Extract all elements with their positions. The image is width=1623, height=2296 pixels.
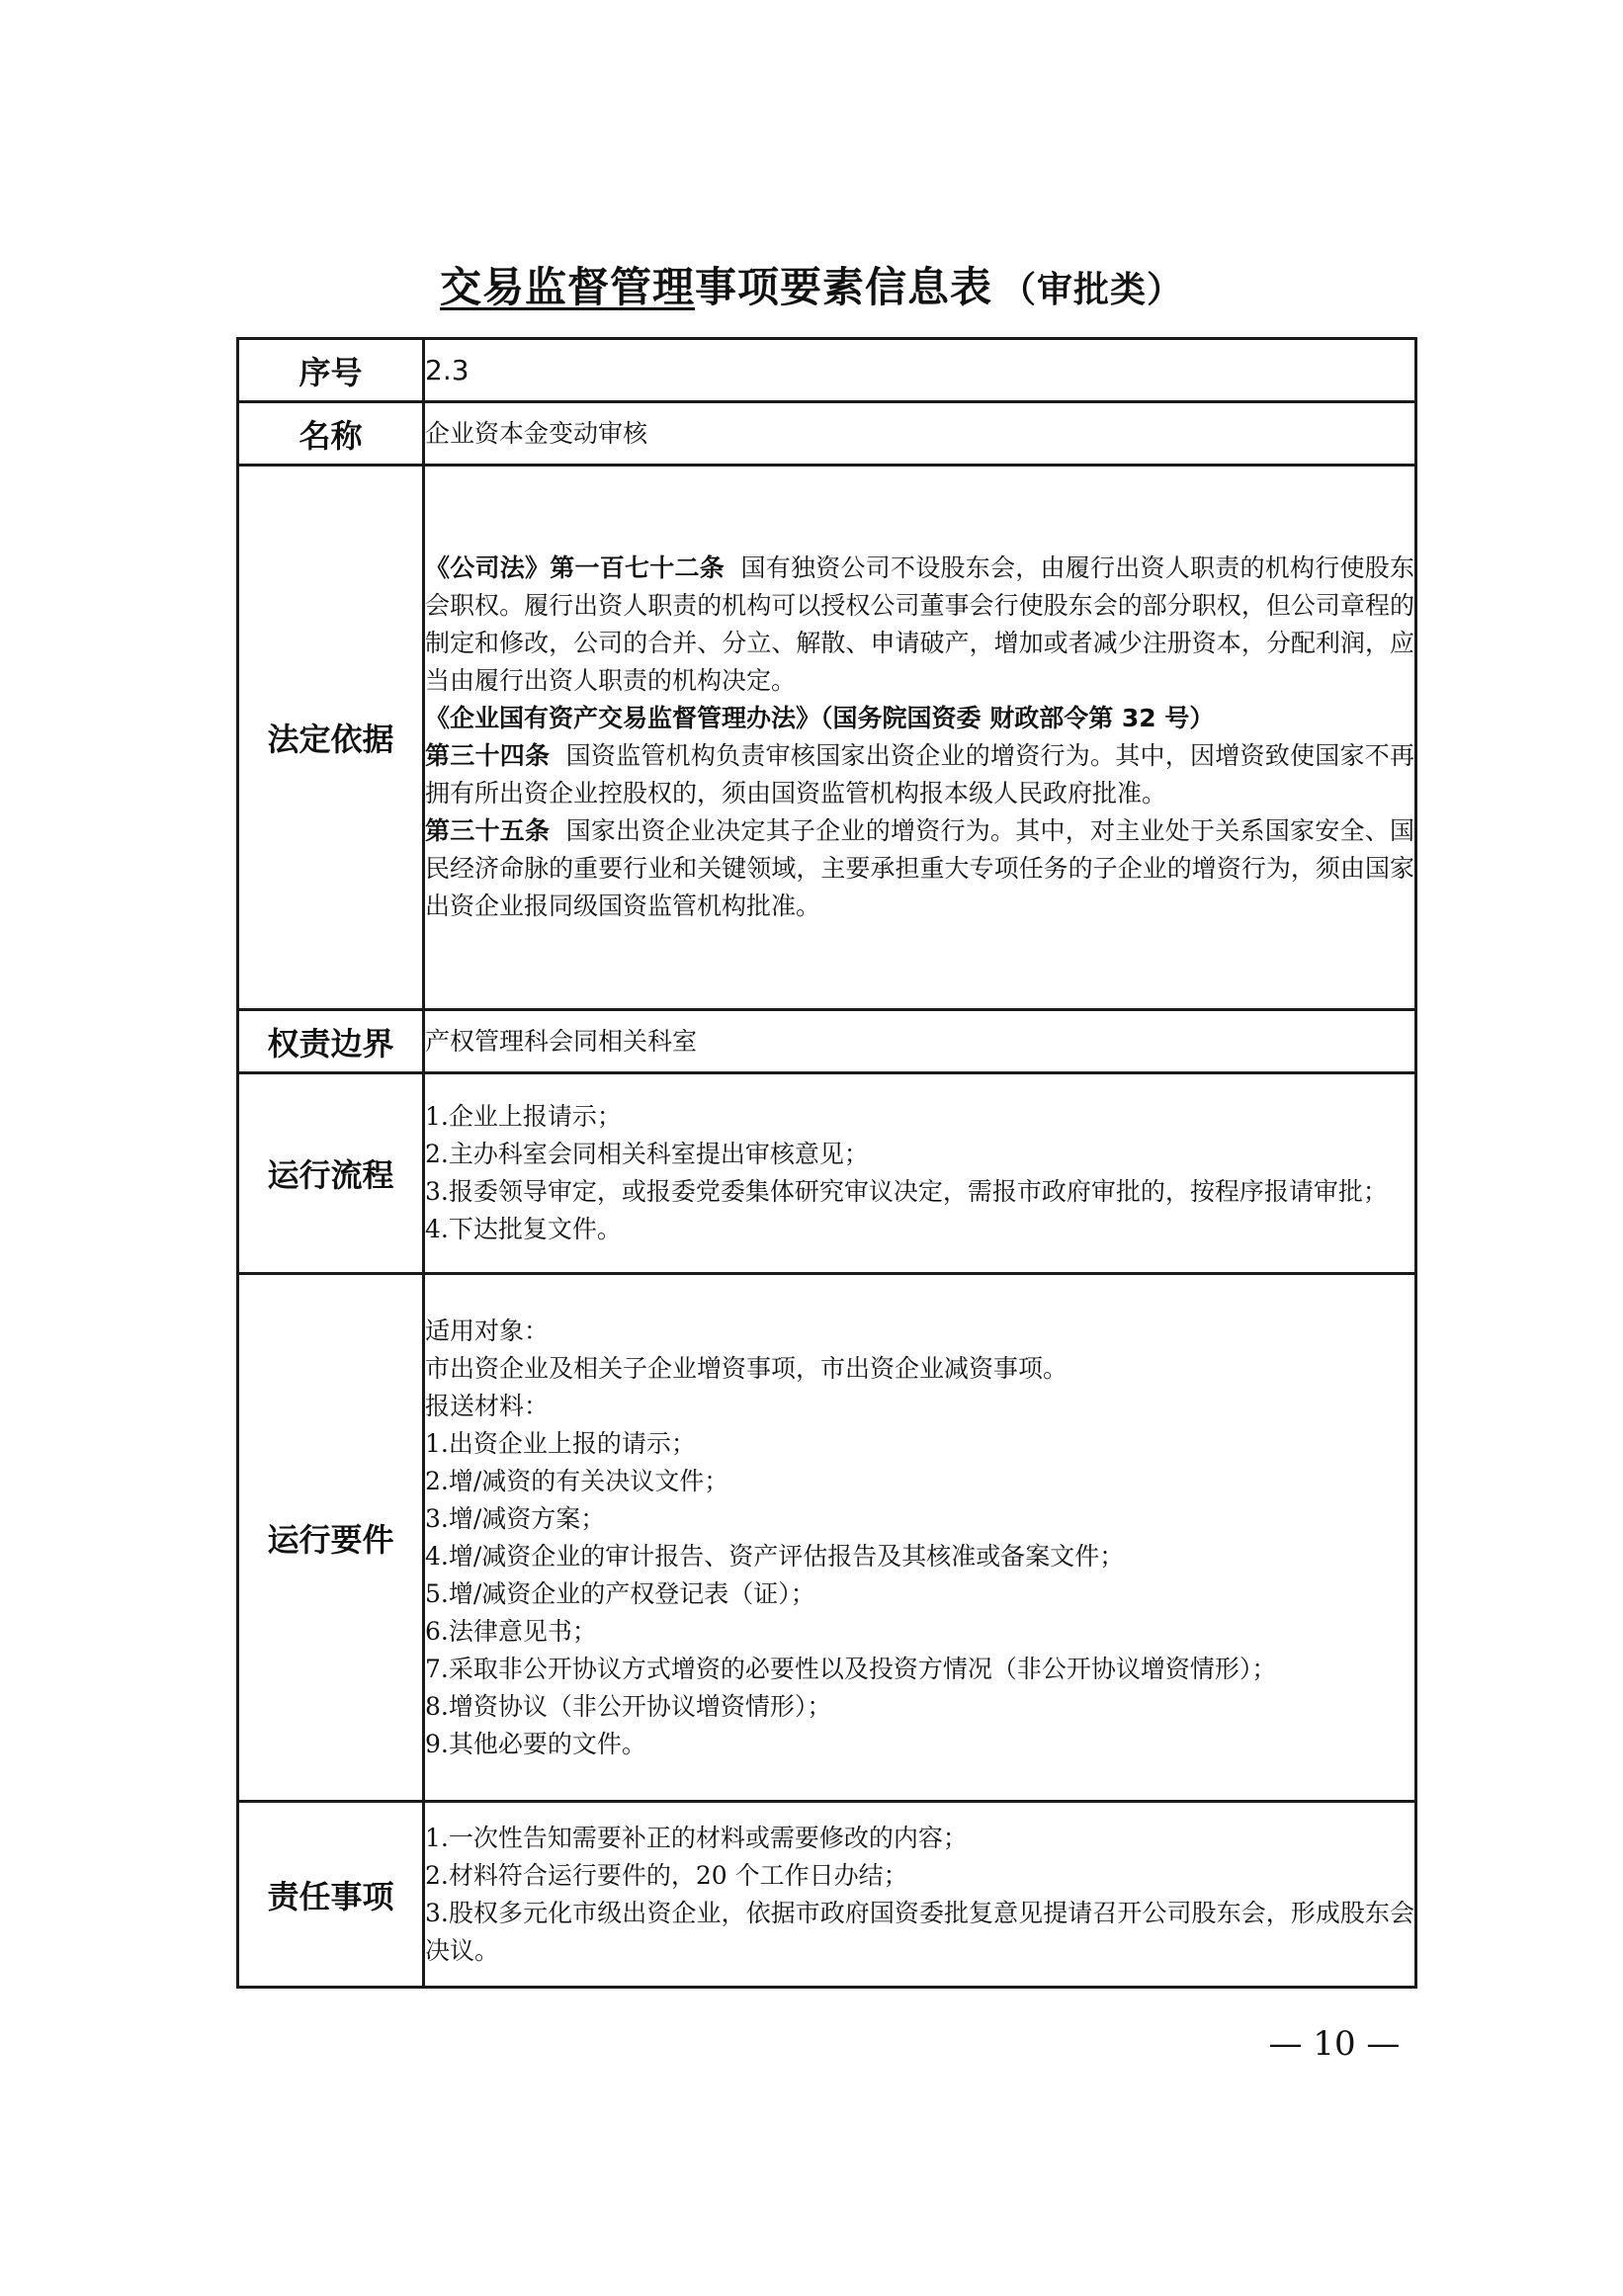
- serial-value: 2.3: [424, 339, 1416, 402]
- name-value: 企业资本金变动审核: [424, 402, 1416, 466]
- responsibility-content: [424, 1802, 1416, 1988]
- process-label: 运行流程: [238, 1073, 424, 1274]
- page-title: [0, 255, 1623, 314]
- scope-text: 市出资企业及相关子企业增资事项，市出资企业减资事项。: [425, 1353, 1068, 1383]
- material-item: 8.增资协议（非公开协议增资情形）；: [425, 1691, 832, 1721]
- row-boundary: [238, 1010, 1416, 1073]
- responsibility-label: 责任事项: [238, 1802, 424, 1988]
- process-content: [424, 1073, 1416, 1274]
- material-item: 1.出资企业上报的请示；: [425, 1428, 696, 1458]
- art35-paragraph: [425, 812, 1414, 925]
- row-requirements: [238, 1274, 1416, 1802]
- name-label: 名称: [238, 402, 424, 466]
- requirements-content: [424, 1274, 1416, 1802]
- row-legal-basis: [238, 466, 1416, 1010]
- responsibility-item: 1.一次性告知需要补正的材料或需要修改的内容；: [425, 1823, 968, 1852]
- boundary-label: 权责边界: [238, 1010, 424, 1073]
- material-item: 5.增/减资企业的产权登记表（证）；: [425, 1578, 815, 1608]
- material-item: 3.增/减资方案；: [425, 1503, 606, 1533]
- art34-text: 国资监管机构负责审核国家出资企业的增资行为。其中，因增资致使国家不再拥有所出资企业控股权的，须由国资监管机构报本级人民政府批准。: [425, 741, 1414, 808]
- art35-title: 第三十五条: [425, 816, 551, 845]
- page-number: — 10 —: [1268, 2024, 1401, 2064]
- legal-basis-label: 法定依据: [238, 466, 424, 1010]
- title-category: （审批类）: [1000, 270, 1184, 310]
- info-table: [236, 337, 1417, 1989]
- law1-text: 国有独资公司不设股东会，由履行出资人职责的机构行使股东会职权。履行出资人职责的机构可以授权公司董事会行使股东会的部分职权，但公司章程的制定和修改，公司的合并、分立、解散、申请破产，增加或者减少注册资本，分配利润，应当由履行出资人职责的机构决定。: [425, 553, 1414, 695]
- art35-text: 国家出资企业决定其子企业的增资行为。其中，对主业处于关系国家安全、国民经济命脉的重要行业和关键领域，主要承担重大专项任务的子企业的增资行为，须由国家出资企业报同级国资监管机构批准。: [425, 816, 1414, 920]
- serial-label: 序号: [238, 339, 424, 402]
- art34-paragraph: [425, 737, 1414, 812]
- row-serial: [238, 339, 1416, 402]
- responsibility-item: 3.股权多元化市级出资企业，依据市政府国资委批复意见提请召开公司股东会，形成股东会决议。: [425, 1898, 1414, 1965]
- process-item: 3.报委领导审定，或报委党委集体研究审议决定，需报市政府审批的，按程序报请审批；: [425, 1177, 1388, 1206]
- row-responsibility: [238, 1802, 1416, 1988]
- materials-label: 报送材料：: [425, 1391, 550, 1420]
- art34-title: 第三十四条: [425, 741, 551, 770]
- responsibility-item: 2.材料符合运行要件的，20 个工作日办结；: [425, 1860, 908, 1890]
- legal-basis-content: [424, 466, 1416, 1010]
- material-item: 9.其他必要的文件。: [425, 1729, 646, 1758]
- row-process: [238, 1073, 1416, 1274]
- requirements-label: 运行要件: [238, 1274, 424, 1802]
- title-underlined: 交易监督管理: [439, 263, 695, 311]
- row-name: [238, 402, 1416, 466]
- process-item: 4.下达批复文件。: [425, 1215, 622, 1243]
- law2-title: 《企业国有资产交易监督管理办法》（国务院国资委 财政部令第 32 号）: [425, 704, 1215, 732]
- material-item: 4.增/减资企业的审计报告、资产评估报告及其核准或备案文件；: [425, 1541, 1125, 1571]
- law1-paragraph: [425, 550, 1414, 700]
- process-item: 1.企业上报请示；: [425, 1102, 622, 1131]
- material-item: 7.采取非公开协议方式增资的必要性以及投资方情况（非公开协议增资情形）；: [425, 1654, 1277, 1683]
- material-item: 6.法律意见书；: [425, 1616, 597, 1646]
- title-rest: 事项要素信息表: [694, 263, 992, 311]
- scope-label: 适用对象：: [425, 1316, 550, 1345]
- law1-title: 《公司法》第一百七十二条: [425, 553, 726, 582]
- material-item: 2.增/减资的有关决议文件；: [425, 1466, 729, 1495]
- boundary-value: 产权管理科会同相关科室: [424, 1010, 1416, 1073]
- process-item: 2.主办科室会同相关科室提出审核意见；: [425, 1140, 869, 1168]
